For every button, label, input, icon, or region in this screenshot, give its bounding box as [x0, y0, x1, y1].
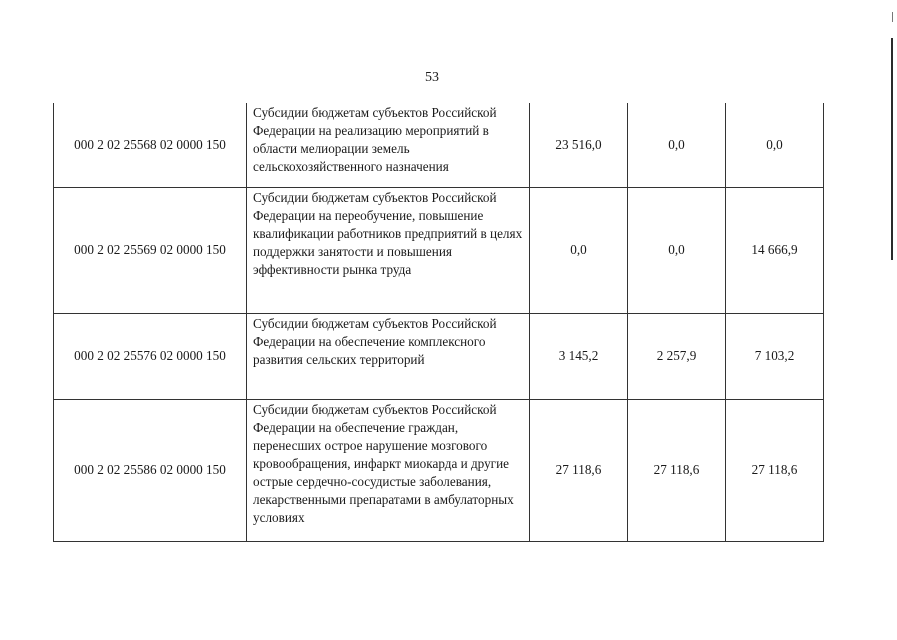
budget-code: 000 2 02 25576 02 0000 150 — [54, 313, 247, 399]
amount-year-1: 0,0 — [530, 187, 628, 313]
amount-year-3: 27 118,6 — [726, 399, 824, 541]
amount-year-1: 3 145,2 — [530, 313, 628, 399]
subsidy-description-text: Субсидии бюджетам субъектов Российской Федерации на реализацию мероприятий в области мелиорации земель сельскохозяйственного назначения — [253, 105, 497, 174]
budget-code: 000 2 02 25568 02 0000 150 — [54, 103, 247, 187]
subsidy-description — [247, 399, 530, 541]
amount-year-2: 0,0 — [628, 103, 726, 187]
amount-year-1: 23 516,0 — [530, 103, 628, 187]
budget-subsidies-table — [53, 103, 824, 542]
amount-year-2: 2 257,9 — [628, 313, 726, 399]
table-row — [54, 399, 824, 541]
amount-year-3: 14 666,9 — [726, 187, 824, 313]
amount-year-1: 27 118,6 — [530, 399, 628, 541]
subsidy-description-text: Субсидии бюджетам субъектов Российской Федерации на обеспечение граждан, перенесших острое нарушение мозгового кровообращения, инфаркт миокарда и другие острые сердечно-сосудистые заболевания, лекарственными препаратами в амбулаторных условиях — [253, 401, 514, 525]
budget-code: 000 2 02 25569 02 0000 150 — [54, 187, 247, 313]
subsidy-description — [247, 103, 530, 187]
table-row — [54, 103, 824, 187]
amount-year-3: 0,0 — [726, 103, 824, 187]
table-row — [54, 187, 824, 313]
amount-year-2: 27 118,6 — [628, 399, 726, 541]
amount-year-3: 7 103,2 — [726, 313, 824, 399]
page-number: 53 — [425, 70, 439, 85]
subsidy-description-text: Субсидии бюджетам субъектов Российской Федерации на обеспечение комплексного развития сельских территорий — [253, 315, 497, 367]
subsidy-description — [247, 313, 530, 399]
scan-edge-line — [891, 38, 893, 260]
budget-code: 000 2 02 25586 02 0000 150 — [54, 399, 247, 541]
subsidy-description-text: Субсидии бюджетам субъектов Российской Федерации на переобучение, повышение квалификации работников предприятий в целях поддержки занятости и повышения эффективности рынка труда — [253, 189, 523, 277]
amount-year-2: 0,0 — [628, 187, 726, 313]
table-row — [54, 313, 824, 399]
subsidy-description — [247, 187, 530, 313]
scan-edge-mark — [892, 12, 893, 22]
